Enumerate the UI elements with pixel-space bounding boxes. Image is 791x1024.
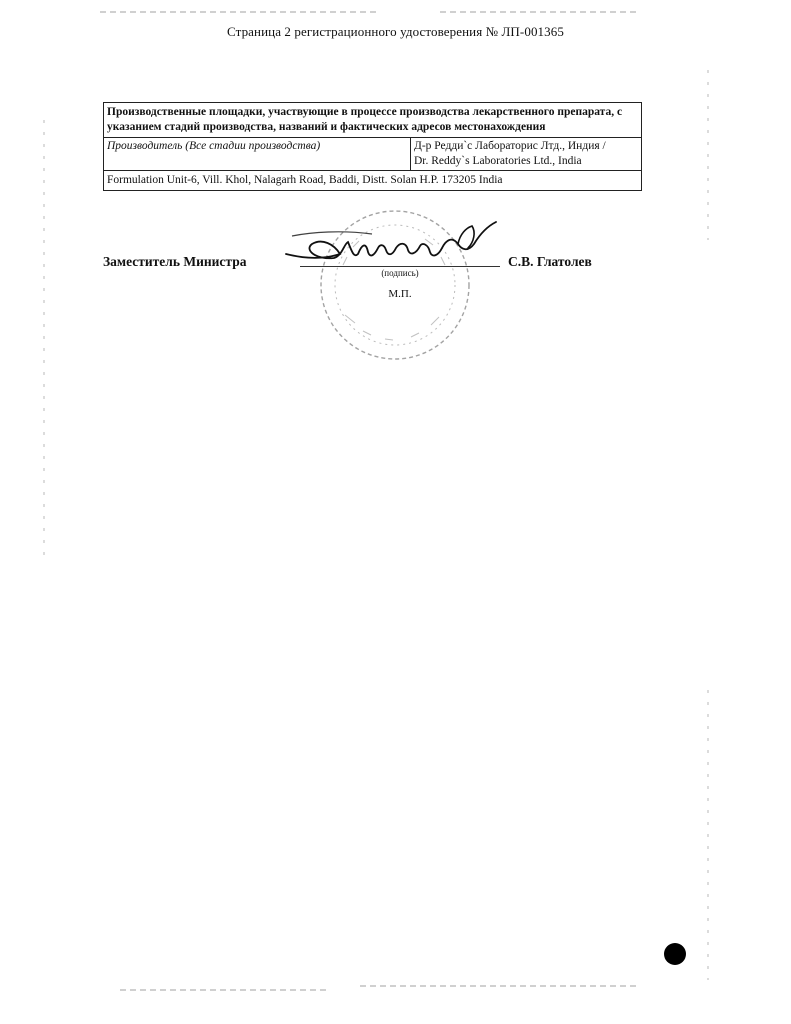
table-row (104, 103, 642, 138)
manufacturer-address: Formulation Unit-6, Vill. Khol, Nalagarh Road, Baddi, Distt. Solan H.P. 173205 India (104, 171, 642, 191)
page-title: Страница 2 регистрационного удостоверения № ЛП-001365 (227, 24, 564, 39)
manufacturer-name-en: Dr. Reddy`s Laboratories Ltd., India (414, 155, 582, 167)
corner-mark (664, 943, 686, 965)
table-row (104, 171, 642, 191)
signature-line (300, 266, 500, 267)
manufacturer-name-ru: Д-р Редди`с Лабораторис Лтд., Индия / (414, 140, 606, 152)
signatory-position: Заместитель Министра (103, 254, 247, 269)
table-heading: Производственные площадки, участвующие в процессе производства лекарственного препарата, с указанием стадий производства, названий и фактических адресов местонахождения (104, 103, 642, 138)
manufacturer-role: Производитель (Все стадии производства) (104, 138, 411, 171)
production-sites-table (103, 102, 642, 191)
manufacturer-name-cell (411, 138, 642, 171)
table-row (104, 138, 642, 171)
signature-caption: (подпись) (381, 268, 419, 278)
signatory-name: С.В. Глатолев (508, 254, 592, 269)
stamp-place-label: М.П. (388, 288, 412, 300)
